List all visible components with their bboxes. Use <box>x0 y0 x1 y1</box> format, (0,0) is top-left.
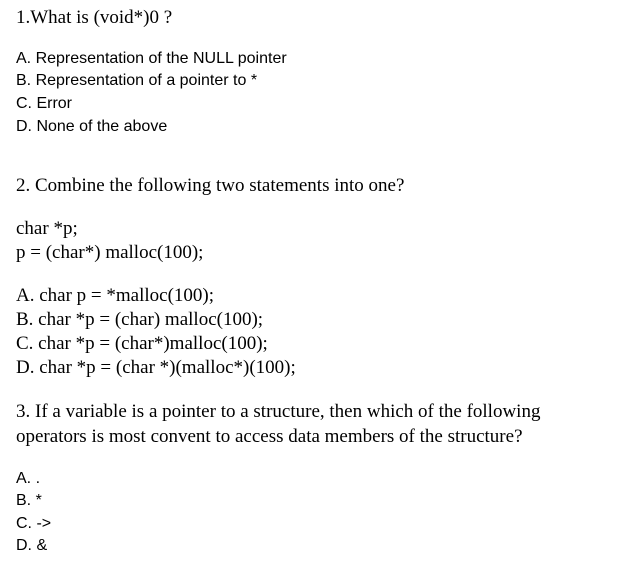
question-2: 2. Combine the following two statements into one? <box>16 175 405 196</box>
q1-option-c: C. Error <box>16 95 72 112</box>
q2-code-line-1: char *p; <box>16 218 78 239</box>
q2-code-line-2: p = (char*) malloc(100); <box>16 242 204 263</box>
q1-option-a: A. Representation of the NULL pointer <box>16 50 287 67</box>
q3-option-a: A. . <box>16 470 41 487</box>
question-3-line-2: operators is most convent to access data members of the structure? <box>16 426 523 447</box>
q2-option-a: A. char p = *malloc(100); <box>16 285 215 306</box>
q1-option-b: B. Representation of a pointer to * <box>16 72 258 89</box>
question-3-line-1: 3. If a variable is a pointer to a structure, then which of the following <box>16 401 541 422</box>
q2-option-b: B. char *p = (char) malloc(100); <box>16 309 264 330</box>
q2-option-c: C. char *p = (char*)malloc(100); <box>16 333 268 354</box>
question-1: 1.What is (void*)0 ? <box>16 7 173 28</box>
q3-option-c: C. -> <box>16 515 52 532</box>
q3-option-d: D. & <box>16 537 48 554</box>
q3-option-b: B. * <box>16 492 42 509</box>
q2-option-d: D. char *p = (char *)(malloc*)(100); <box>16 357 296 378</box>
q1-option-d: D. None of the above <box>16 118 168 135</box>
